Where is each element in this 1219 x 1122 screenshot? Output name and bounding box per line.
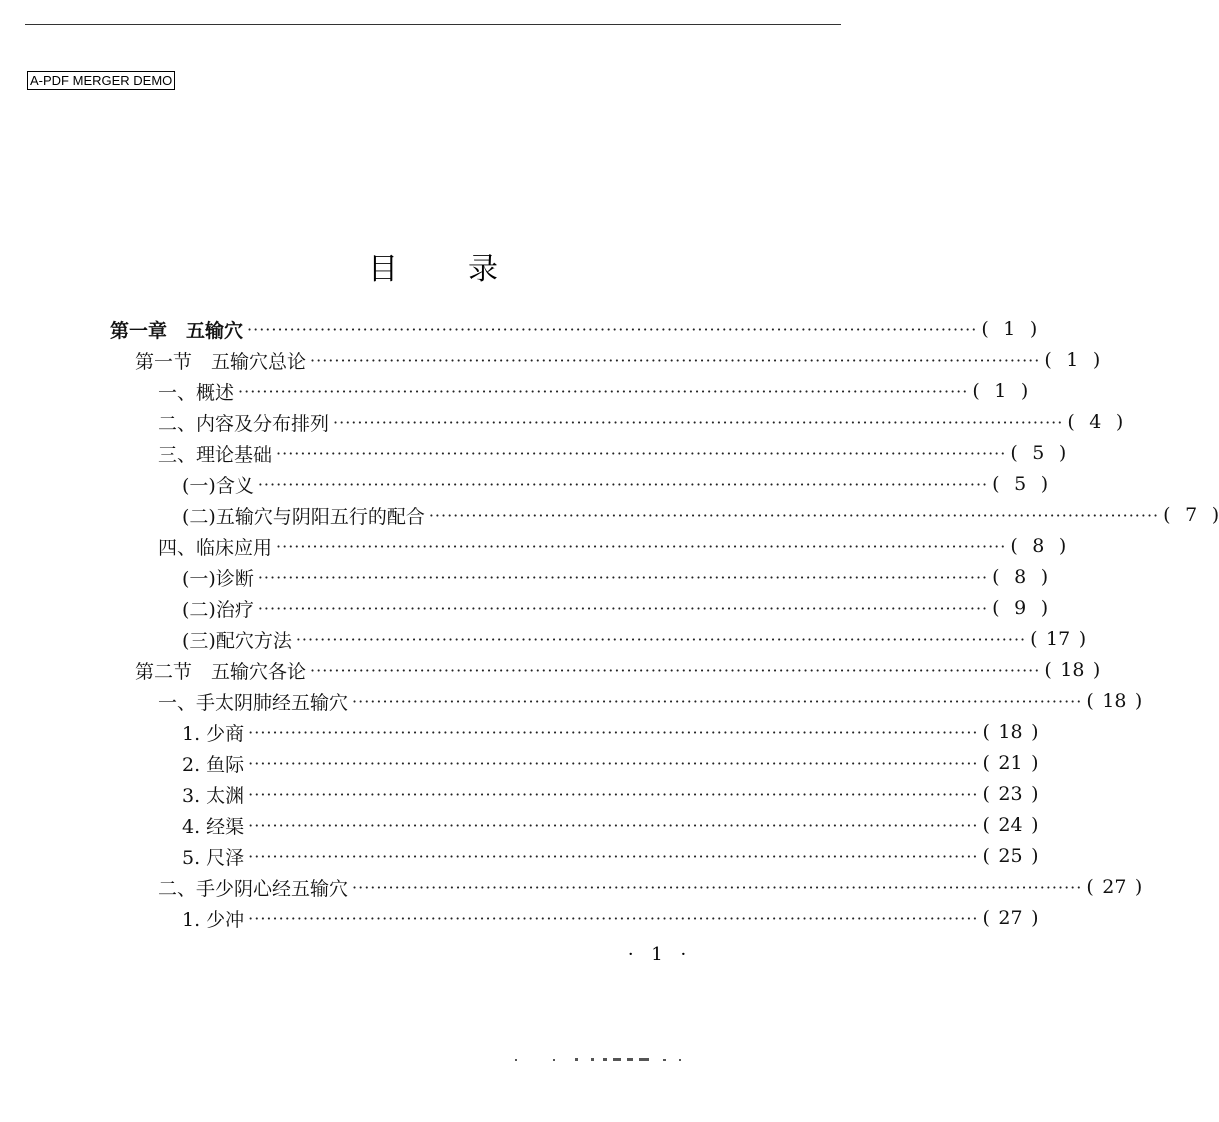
toc-page-ref: ( 25 ) — [982, 845, 1039, 867]
toc-entry[interactable] — [158, 686, 1143, 716]
toc-leader-dots: ························································································································ — [248, 722, 979, 742]
page-title-char-2: 录 — [468, 252, 498, 287]
toc-page-ref: ( 21 ) — [982, 752, 1039, 774]
toc-leader-dots: ························································································································ — [428, 505, 1160, 525]
toc-page-ref: ( 24 ) — [982, 814, 1039, 836]
toc-entry[interactable] — [158, 531, 1067, 561]
toc-page-number: 21 — [998, 752, 1023, 774]
toc-leader-dots: ························································································································ — [257, 474, 989, 494]
toc-leader-dots: ························································································································ — [352, 877, 1083, 897]
toc-page-number: 18 — [998, 721, 1023, 743]
toc-page-ref: ( 1 ) — [1044, 349, 1101, 371]
toc-page-ref: ( 18 ) — [1044, 659, 1101, 681]
toc-entry[interactable] — [182, 748, 1039, 778]
toc-entry[interactable] — [182, 624, 1087, 654]
toc-leader-dots: ························································································································ — [310, 350, 1041, 370]
toc-page-number: 27 — [1102, 876, 1127, 898]
toc-entry[interactable] — [182, 717, 1039, 747]
toc-entry[interactable] — [158, 407, 1124, 437]
page-title — [0, 244, 866, 288]
watermark: A-PDF MERGER DEMO — [27, 71, 175, 90]
toc-entry-label: 二、内容及分布排列 — [158, 412, 330, 435]
toc-entry-label: 3. 太渊 — [182, 784, 245, 807]
toc-page-ref: ( 4 ) — [1067, 411, 1124, 433]
toc-page-number: 5 — [1014, 473, 1027, 495]
toc-page-number: 8 — [1032, 535, 1045, 557]
toc-page-number: 1 — [1003, 318, 1016, 340]
toc-page-number: 1 — [994, 380, 1007, 402]
toc-leader-dots: ························································································································ — [238, 381, 969, 401]
toc-page-number: 27 — [998, 907, 1023, 929]
toc-page-number: 25 — [998, 845, 1023, 867]
toc-page-ref: ( 23 ) — [982, 783, 1039, 805]
page-number: · 1 · — [627, 944, 693, 965]
toc-entry[interactable] — [182, 562, 1049, 592]
toc-entry-label: 第一节 五输穴总论 — [135, 350, 307, 373]
toc-page-ref: ( 27 ) — [1086, 876, 1143, 898]
toc-entry-label: 1. 少冲 — [182, 908, 245, 931]
toc-entry-label: (一)含义 — [182, 474, 254, 497]
toc-page-number: 17 — [1046, 628, 1071, 650]
toc-entry-label: 四、临床应用 — [158, 536, 273, 559]
toc-page-ref: ( 1 ) — [972, 380, 1029, 402]
top-rule — [25, 24, 841, 25]
toc-leader-dots: ························································································································ — [248, 753, 979, 773]
toc-page-number: 5 — [1032, 442, 1045, 464]
toc-entry[interactable] — [182, 903, 1039, 933]
toc-entry-label: (二)治疗 — [182, 598, 254, 621]
toc-entry[interactable] — [182, 779, 1039, 809]
toc-leader-dots: ························································································································ — [257, 567, 989, 587]
toc-entry-label: (二)五输穴与阴阳五行的配合 — [182, 505, 425, 528]
toc-page-ref: ( 18 ) — [1086, 690, 1143, 712]
toc-entry-label: 4. 经渠 — [182, 815, 245, 838]
toc-page-ref: ( 7 ) — [1163, 504, 1219, 526]
toc-page-ref: ( 5 ) — [1010, 442, 1067, 464]
toc-leader-dots: ························································································································ — [248, 846, 979, 866]
toc-entry-label: 2. 鱼际 — [182, 753, 245, 776]
toc-page-ref: ( 8 ) — [1010, 535, 1067, 557]
toc-entry[interactable] — [158, 438, 1067, 468]
toc-entry[interactable] — [182, 500, 1219, 530]
toc-entry-label: 一、手太阴肺经五输穴 — [158, 691, 349, 714]
toc-entry-label: 第二节 五输穴各论 — [135, 660, 307, 683]
scan-noise-marks — [513, 1057, 693, 1063]
toc-entry[interactable] — [158, 872, 1143, 902]
toc-entry-label: 5. 尺泽 — [182, 846, 245, 869]
toc-page-ref: ( 8 ) — [992, 566, 1049, 588]
toc-page-ref: ( 18 ) — [982, 721, 1039, 743]
toc-page-ref: ( 5 ) — [992, 473, 1049, 495]
toc-page-number: 1 — [1066, 349, 1079, 371]
toc-page-ref: ( 9 ) — [992, 597, 1049, 619]
toc-page-number: 18 — [1102, 690, 1127, 712]
toc-entry-label: (一)诊断 — [182, 567, 254, 590]
toc-leader-dots: ························································································································ — [248, 784, 979, 804]
toc-leader-dots: ························································································································ — [310, 660, 1041, 680]
toc-entry[interactable] — [135, 345, 1101, 375]
toc-leader-dots: ························································································································ — [247, 319, 978, 339]
toc-leader-dots: ························································································································ — [248, 908, 979, 928]
toc-page-number: 24 — [998, 814, 1023, 836]
toc-page-number: 7 — [1185, 504, 1198, 526]
toc-page-ref: ( 17 ) — [1030, 628, 1087, 650]
toc-leader-dots: ························································································································ — [257, 598, 989, 618]
toc-entry-label: 一、概述 — [158, 381, 235, 404]
toc-leader-dots: ························································································································ — [248, 815, 979, 835]
toc-entry[interactable] — [182, 841, 1039, 871]
toc-page-number: 4 — [1089, 411, 1102, 433]
toc-page-number: 18 — [1060, 659, 1085, 681]
toc-entry-label: 第一章 五输穴 — [110, 319, 244, 342]
toc-page-number: 9 — [1014, 597, 1027, 619]
toc-entry[interactable] — [182, 469, 1049, 499]
toc-page-ref: ( 1 ) — [981, 318, 1038, 340]
page-title-char-1: 目 — [368, 252, 398, 287]
toc-leader-dots: ························································································································ — [276, 443, 1007, 463]
toc-leader-dots: ························································································································ — [295, 629, 1027, 649]
toc-leader-dots: ························································································································ — [276, 536, 1007, 556]
toc-entry[interactable] — [182, 593, 1049, 623]
toc-entry-label: 三、理论基础 — [158, 443, 273, 466]
toc-page-ref: ( 27 ) — [982, 907, 1039, 929]
toc-page-number: 8 — [1014, 566, 1027, 588]
toc-entry[interactable] — [110, 314, 1038, 344]
toc-leader-dots: ························································································································ — [333, 412, 1064, 432]
toc-page-number: 23 — [998, 783, 1023, 805]
toc-entry-label: 二、手少阴心经五输穴 — [158, 877, 349, 900]
toc-entry-label: (三)配穴方法 — [182, 629, 292, 652]
toc-entry[interactable] — [182, 810, 1039, 840]
toc-leader-dots: ························································································································ — [352, 691, 1083, 711]
toc-entry[interactable] — [158, 376, 1029, 406]
toc-entry[interactable] — [135, 655, 1101, 685]
toc-entry-label: 1. 少商 — [182, 722, 245, 745]
